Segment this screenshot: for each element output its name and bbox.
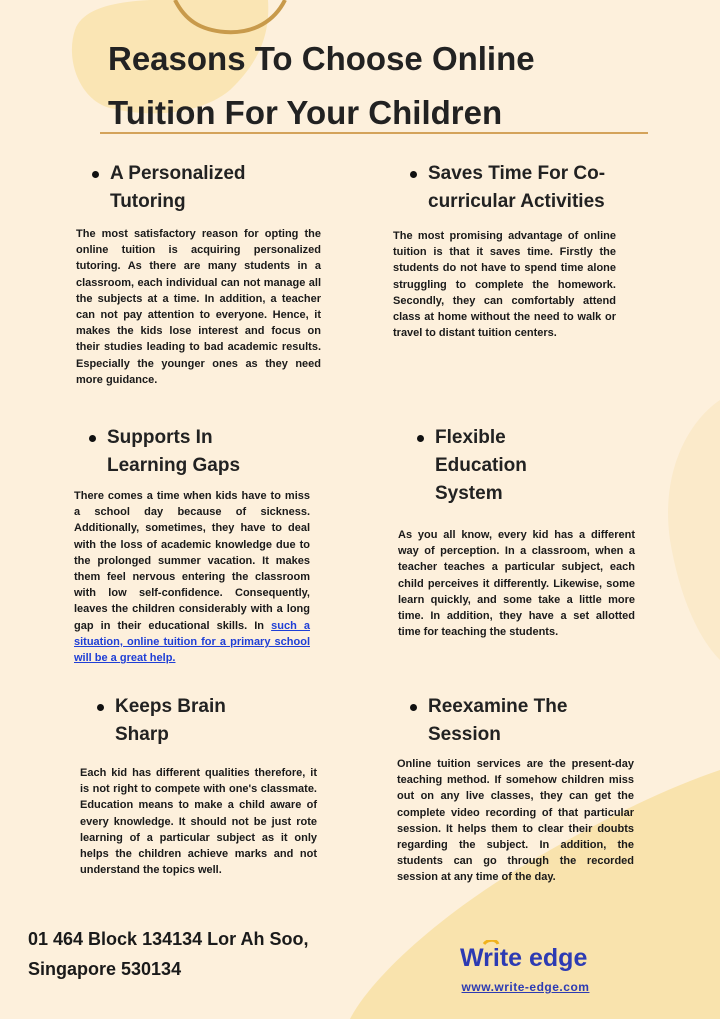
bullet-icon [410, 704, 417, 711]
address [28, 924, 388, 984]
section-heading: A Personalized Tutoring [110, 160, 330, 216]
section-body-keeps-brain-sharp: Each kid has different qualities therefore, it is not right to compete with one's classmate. Education means to make a child aware of every knowledge. It should not be just rote learning of a particular subject as it only helps the children achieve marks and not understand the topics well. [80, 767, 317, 877]
section-body-personalized-tutoring: The most satisfactory reason for opting the online tuition is acquiring personalized tutoring. As there are many students in a classroom, each individual can not manage all the subjects at a time. In addition, a teacher can not pay attention to everyone. Hence, it makes the kids lose interest and focus on their studies leading to bad academic results. Especially the younger ones as they need more guidance. [76, 228, 321, 386]
address-line-2: Singapore 530134 [28, 959, 182, 979]
bullet-icon [417, 435, 424, 442]
bullet-icon [97, 704, 104, 711]
section-heading: Supports In Learning Gaps [107, 424, 327, 480]
section-body-reexamine-session: Online tuition services are the present-day teaching method. If somehow children miss out on any live classes, they can get the complete video recording of that particular session. It helps them to clear their doubts regarding the subject. In addition, the students can go through the recorded session at any time of the day. [397, 758, 634, 884]
section-learning-gaps [107, 424, 327, 480]
section-body-saves-time: The most promising advantage of online tuition is that it saves time. Firstly the students do not have to spend time alone struggling to complete the homework. Secondly, they can comfortably attend class at home without the need to walk or travel to distant tuition centers. [393, 230, 616, 340]
write-edge-logo [460, 940, 600, 974]
section-keeps-brain-sharp [115, 693, 315, 749]
section-body-flexible-education: As you all know, every kid has a different way of perception. In a classroom, when a teacher teaches a particular subject, each child perceives it differently. Likewise, some learn quickly, and some take a little more time. In addition, they have a set allotted time for teaching the students. [398, 529, 635, 639]
bullet-icon [92, 171, 99, 178]
bullet-icon [89, 435, 96, 442]
section-personalized-tutoring [110, 160, 330, 216]
section-reexamine-session [428, 693, 628, 749]
section-saves-time [428, 160, 648, 216]
address-line-1: 01 464 Block 134134 Lor Ah Soo, [28, 929, 309, 949]
write-edge-logo-icon [460, 940, 600, 974]
section-flexible-education [435, 424, 635, 508]
section-heading: Flexible Education System [435, 424, 635, 508]
title-line-2: Tuition For Your Children [108, 94, 503, 131]
website-link[interactable]: www.write-edge.com [461, 980, 590, 994]
page-title [108, 32, 668, 140]
section-heading: Keeps Brain Sharp [115, 693, 315, 749]
section-heading: Saves Time For Co- curricular Activities [428, 160, 648, 216]
logo-wordmark: Write edge [460, 944, 588, 972]
bullet-icon [410, 171, 417, 178]
title-divider [100, 132, 648, 134]
section-heading: Reexamine The Session [428, 693, 628, 749]
title-line-1: Reasons To Choose Online [108, 40, 535, 77]
section-body-learning-gaps: There comes a time when kids have to miss a school day because of sickness. Additionally, sometimes, they have to deal with the loss of academic knowledge due to the prolonged summer vacation. It makes them feel nervous entering the classroom with low self-confidence. Consequently, leaves the children considerably with a long gap in their educational skills. In such a situation, online tuition for a primary school will be a great help. [74, 490, 310, 665]
primary-school-tuition-link[interactable]: such a situation, online tuition for a primary school will be a great help. [74, 619, 310, 665]
